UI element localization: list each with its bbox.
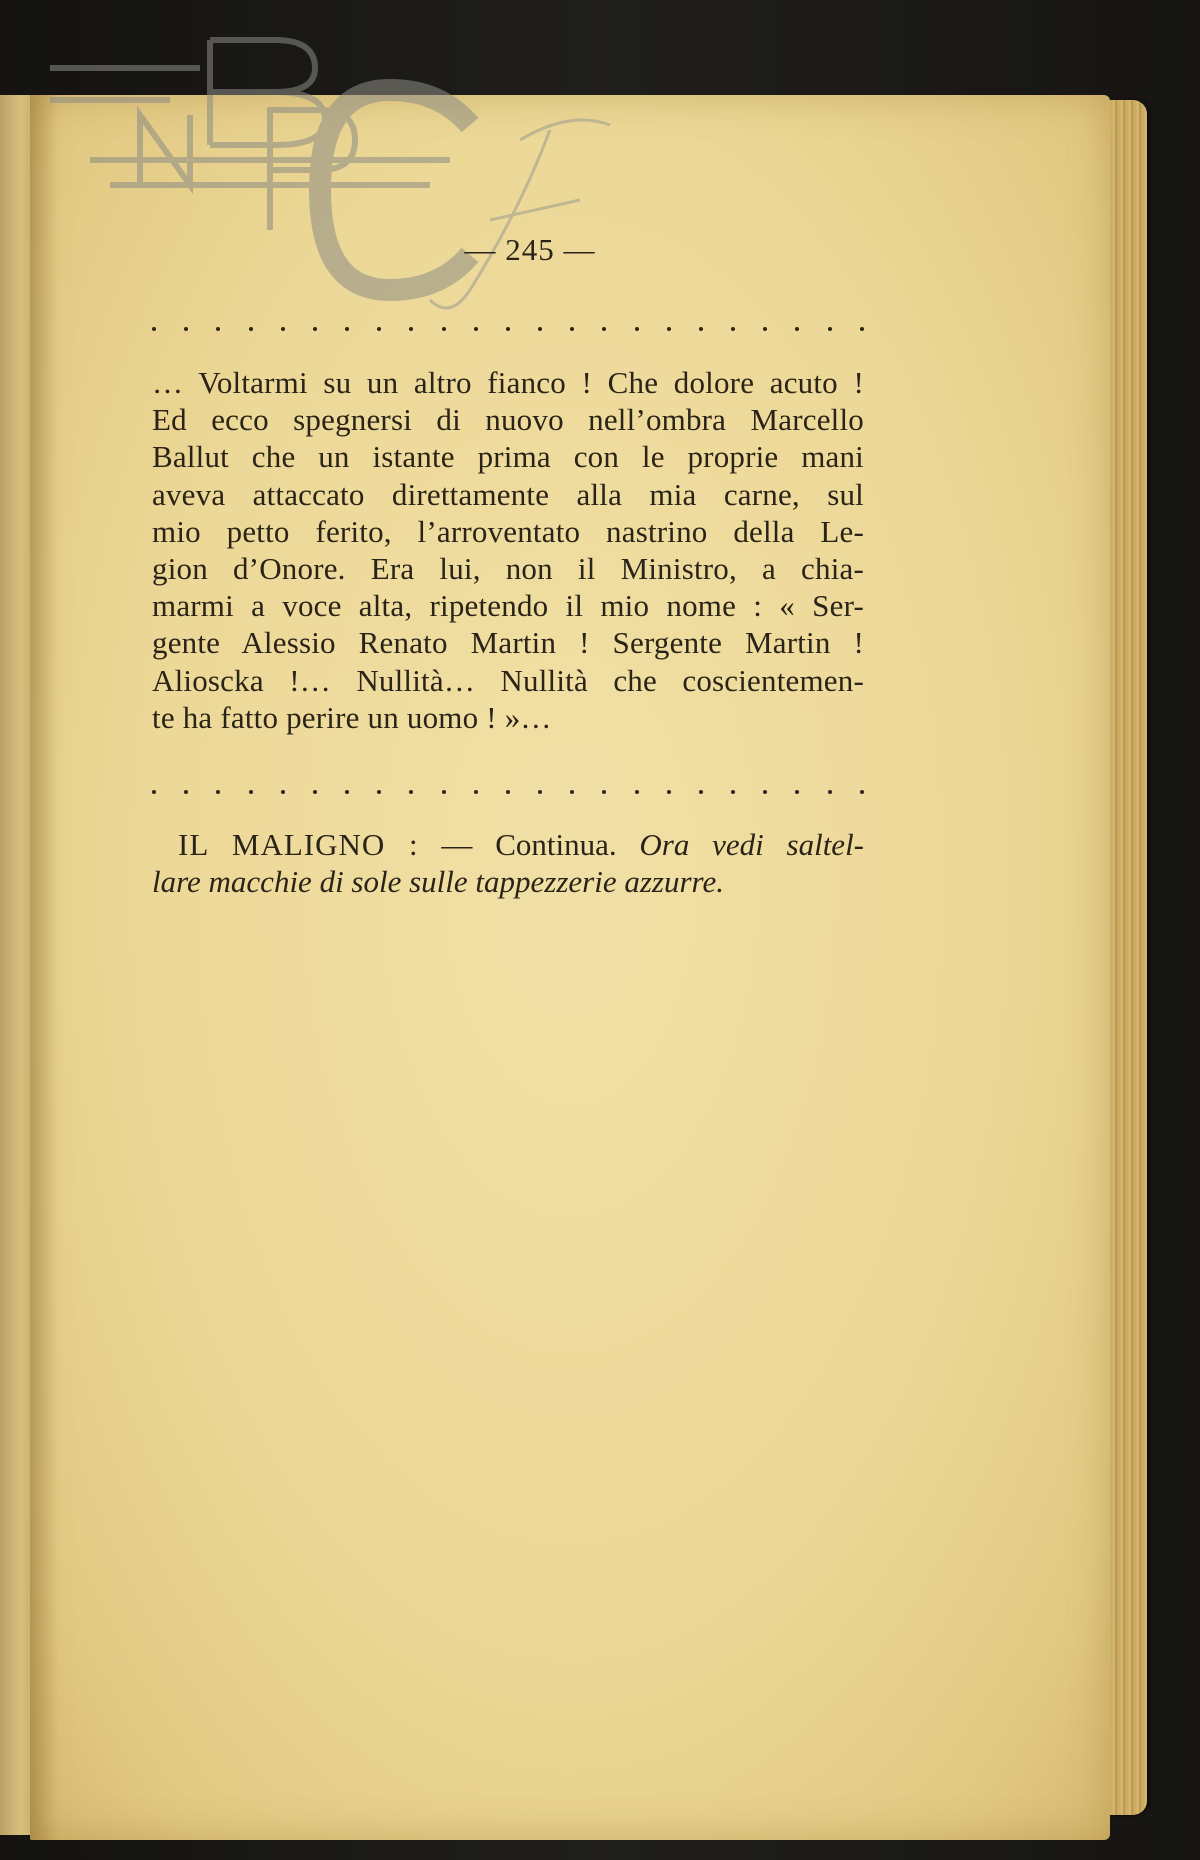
page-gutter-shadow <box>30 95 58 1840</box>
main-paragraph <box>152 364 864 736</box>
paragraph-line: Ed ecco spegnersi di nuovo nell’ombra Marcello <box>152 402 864 438</box>
dialogue-line-2: lare macchie di sole sulle tappezzerie azzurre. <box>152 864 724 900</box>
italic-stage-direction: Ora vedi saltel- <box>639 827 865 862</box>
paragraph-line: aveva attaccato direttamente alla mia carne, sul <box>152 476 864 512</box>
dialogue-block <box>152 826 864 900</box>
paragraph-line: … Voltarmi su un altro fianco ! Che dolore acuto ! <box>152 365 864 400</box>
paragraph-line: marmi a voce alta, ripetendo il mio nome : « Ser- <box>152 588 864 624</box>
ellipsis-separator-top <box>152 327 864 331</box>
paragraph-line: mio petto ferito, l’arroventato nastrino della Le- <box>152 513 864 549</box>
page-number: — 245 — <box>464 232 596 267</box>
paragraph-line: Alioscka !… Nullità… Nullità che coscientemen- <box>152 662 864 698</box>
stage-dash-text: — Continua. <box>441 827 617 862</box>
library-logo-watermark <box>50 30 630 330</box>
paragraph-line: te ha fatto perire un uomo ! »… <box>152 699 552 735</box>
paragraph-line: Ballut che un istante prima con le proprie mani <box>152 439 864 475</box>
paragraph-line: gente Alessio Renato Martin ! Sergente Martin ! <box>152 625 864 661</box>
ellipsis-separator-bottom <box>152 790 864 794</box>
paragraph-line: gion d’Onore. Era lui, non il Ministro, a chia- <box>152 551 864 587</box>
book-page <box>30 95 1110 1840</box>
speaker-name: IL MALIGNO : <box>178 827 419 862</box>
dialogue-line-1 <box>152 826 864 863</box>
